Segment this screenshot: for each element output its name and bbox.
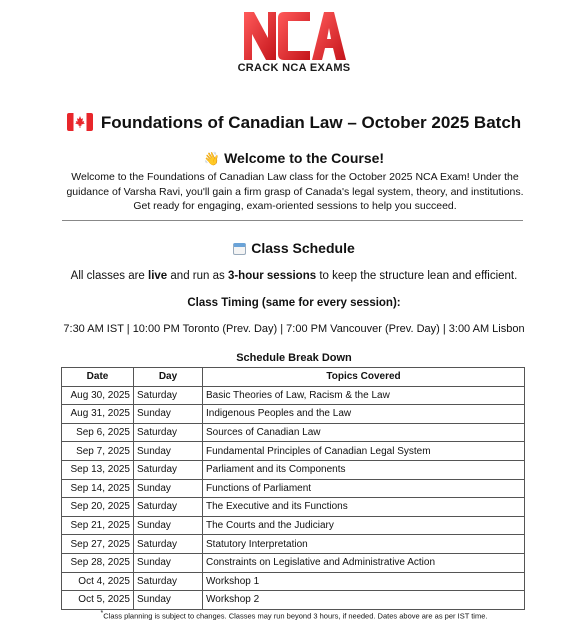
table-row: [62, 479, 525, 498]
page-title-text: Foundations of Canadian Law – October 2025 Batch: [100, 113, 522, 132]
cell-day: Saturday: [134, 498, 203, 517]
table-row: [62, 442, 525, 461]
table-row: [62, 386, 525, 405]
classes-info-part: to keep the structure lean and efficient.: [316, 270, 518, 282]
column-header-topics: Topics Covered: [203, 368, 525, 387]
cell-date: Aug 30, 2025: [62, 386, 134, 405]
cell-topic: Basic Theories of Law, Racism & the Law: [203, 386, 525, 405]
cell-day: Saturday: [134, 386, 203, 405]
brand-logo: [0, 4, 588, 74]
timing-details: 7:30 AM IST | 10:00 PM Toronto (Prev. Day) | 7:00 PM Vancouver (Prev. Day) | 3:00 AM Lisbon: [63, 323, 525, 335]
table-row: [62, 535, 525, 554]
cell-day: Saturday: [134, 423, 203, 442]
timing-title: Class Timing (same for every session):: [187, 297, 401, 309]
classes-info-part: and run as: [167, 270, 228, 282]
cell-topic: Statutory Interpretation: [203, 535, 525, 554]
column-header-date: Date: [62, 368, 134, 387]
cell-day: Saturday: [134, 572, 203, 591]
waving-hand-icon: 👋: [203, 151, 221, 166]
table-header-row: [62, 368, 525, 387]
page-title: [0, 113, 588, 133]
cell-day: Sunday: [134, 479, 203, 498]
cell-date: Sep 14, 2025: [62, 479, 134, 498]
cell-topic: Fundamental Principles of Canadian Legal System: [203, 442, 525, 461]
schedule-heading-text: Class Schedule: [251, 240, 355, 256]
cell-date: Sep 21, 2025: [62, 516, 134, 535]
footnote: [0, 610, 588, 621]
column-header-day: Day: [134, 368, 203, 387]
classes-info-live: live: [148, 270, 168, 282]
canada-flag-icon: [67, 113, 93, 131]
schedule-heading: [0, 240, 588, 256]
welcome-text: Welcome to the Foundations of Canadian Law class for the October 2025 NCA Exam! Under the guidance of Varsha Ravi, you'll gain a firm grasp of Canada's legal system, theory, and institutions. Get ready for engaging, exam-oriented sessions to help you succeed.: [66, 171, 524, 212]
cell-day: Sunday: [134, 442, 203, 461]
classes-info-duration: 3-hour sessions: [227, 270, 317, 282]
table-row: [62, 553, 525, 572]
table-row: [62, 460, 525, 479]
cell-topic: The Courts and the Judiciary: [203, 516, 525, 535]
schedule-table: [61, 367, 525, 610]
cell-day: Sunday: [134, 553, 203, 572]
footnote-text: Class planning is subject to changes. Classes may run beyond 3 hours, if needed. Dates above are as per IST time.: [103, 611, 488, 621]
table-row: [62, 591, 525, 610]
cell-date: Sep 27, 2025: [62, 535, 134, 554]
cell-day: Sunday: [134, 591, 203, 610]
classes-info-part: All classes are: [70, 270, 149, 282]
footnote-mark: *: [100, 610, 104, 617]
table-row: [62, 423, 525, 442]
cell-date: Sep 20, 2025: [62, 498, 134, 517]
cell-day: Sunday: [134, 516, 203, 535]
cell-date: Sep 13, 2025: [62, 460, 134, 479]
cell-topic: Parliament and its Components: [203, 460, 525, 479]
cell-topic: Workshop 2: [203, 591, 525, 610]
table-row: [62, 516, 525, 535]
cell-date: Sep 7, 2025: [62, 442, 134, 461]
cell-topic: Workshop 1: [203, 572, 525, 591]
cell-day: Sunday: [134, 405, 203, 424]
divider: [62, 220, 523, 221]
nca-logo-icon: [238, 4, 350, 64]
table-row: [62, 405, 525, 424]
cell-topic: The Executive and its Functions: [203, 498, 525, 517]
schedule-table-title: Schedule Break Down: [236, 352, 352, 364]
classes-info: [0, 270, 588, 282]
table-row: [62, 498, 525, 517]
cell-topic: Functions of Parliament: [203, 479, 525, 498]
cell-topic: Sources of Canadian Law: [203, 423, 525, 442]
cell-day: Saturday: [134, 460, 203, 479]
cell-date: Oct 4, 2025: [62, 572, 134, 591]
cell-date: Sep 28, 2025: [62, 553, 134, 572]
table-row: [62, 572, 525, 591]
brand-tagline: CRACK NCA EXAMS: [237, 62, 351, 74]
cell-date: Oct 5, 2025: [62, 591, 134, 610]
cell-topic: Constraints on Legislative and Administrative Action: [203, 553, 525, 572]
cell-topic: Indigenous Peoples and the Law: [203, 405, 525, 424]
calendar-icon: [233, 243, 246, 255]
welcome-heading: [0, 150, 588, 167]
cell-date: Aug 31, 2025: [62, 405, 134, 424]
cell-day: Saturday: [134, 535, 203, 554]
cell-date: Sep 6, 2025: [62, 423, 134, 442]
welcome-heading-text: Welcome to the Course!: [224, 150, 385, 166]
